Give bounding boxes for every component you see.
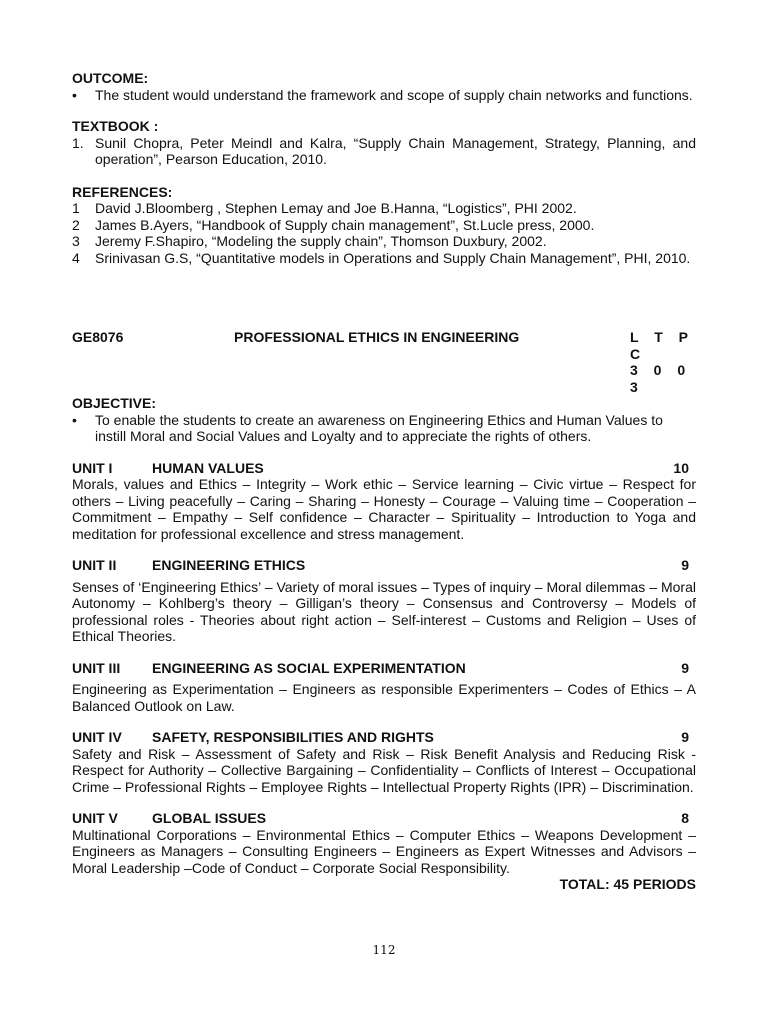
page-content <box>72 70 696 893</box>
course-code: GE8076 <box>72 329 124 345</box>
unit-code: UNIT III <box>72 659 121 676</box>
unit-description: Senses of ‘Engineering Ethics’ – Variety of moral issues – Types of inquiry – Moral dilemmas – Moral Autonomy – Kohlberg’s theory – Gilligan’s theory – Consensus and Controversy – Models of professional roles - Theories about right action – Self-interest – Customs and Religion – Uses of Ethical Theories. <box>72 578 696 644</box>
unit-hours: 9 <box>681 659 689 676</box>
unit-code: UNIT V <box>72 810 118 826</box>
objective-heading: OBJECTIVE: <box>72 395 157 411</box>
unit-title: HUMAN VALUES <box>152 459 264 476</box>
unit-title: GLOBAL ISSUES <box>152 810 267 826</box>
unit-code: UNIT IV <box>72 729 122 745</box>
page-number: 112 <box>372 943 396 957</box>
reference-number: 4 <box>72 249 80 266</box>
unit-heading <box>72 729 696 746</box>
reference-text: Srinivasan G.S, “Quantitative models in Operations and Supply Chain Management”, PHI, 2010. <box>95 249 691 266</box>
unit-heading <box>72 557 696 574</box>
objective-section <box>72 395 696 445</box>
reference-text: David J.Bloomberg , Stephen Lemay and Joe B.Hanna, “Logistics”, PHI 2002. <box>95 200 577 216</box>
bullet-icon: • <box>72 86 77 103</box>
objective-text: To enable the students to create an awareness on Engineering Ethics and Human Values to instill Moral and Social Values and Loyalty and to appreciate the rights of others. <box>95 411 663 444</box>
reference-text: Jeremy F.Shapiro, “Modeling the supply chain”, Thomson Duxbury, 2002. <box>95 233 547 249</box>
textbook-heading: TEXTBOOK : <box>72 118 159 134</box>
unit-description: Engineering as Experimentation – Engineers as responsible Experimenters – Codes of Ethics – A Balanced Outlook on Law. <box>72 681 696 714</box>
total-periods: TOTAL: 45 PERIODS <box>559 876 696 892</box>
reference-number: 3 <box>72 233 80 249</box>
ltpc-label: L T P C <box>630 329 694 362</box>
course-credits-row <box>72 362 696 395</box>
textbook-item-text: Sunil Chopra, Peter Meindl and Kalra, “Supply Chain Management, Strategy, Planning, and operation”, Pearson Education, 2010. <box>95 134 696 167</box>
unit-description: Multinational Corporations – Environmental Ethics – Computer Ethics – Weapons Development – Engineers as Managers – Consulting Engineers – Engineers as Expert Witnesses and Advisors – Moral Leadership –Code of Conduct – Corporate Social Responsibility. <box>72 826 696 876</box>
unit-section <box>72 729 696 795</box>
references-heading: REFERENCES: <box>72 183 173 200</box>
reference-item <box>72 200 696 217</box>
unit-code: UNIT I <box>72 459 113 476</box>
unit-title: SAFETY, RESPONSIBILITIES AND RIGHTS <box>152 729 434 745</box>
objective-item <box>72 412 696 445</box>
unit-hours: 9 <box>681 557 689 573</box>
reference-number: 1 <box>72 200 80 216</box>
unit-section <box>72 460 696 543</box>
reference-item <box>72 233 696 250</box>
textbook-section <box>72 118 696 168</box>
unit-section <box>72 810 696 893</box>
outcome-heading: OUTCOME: <box>72 70 149 86</box>
textbook-item-number: 1. <box>72 134 84 151</box>
ltpc-values: 3 0 0 3 <box>630 362 692 395</box>
unit-hours: 10 <box>673 459 689 476</box>
reference-item <box>72 250 696 267</box>
unit-hours: 8 <box>681 810 689 826</box>
outcome-section <box>72 70 696 103</box>
course-header <box>72 329 696 362</box>
references-section <box>72 184 696 267</box>
reference-item <box>72 217 696 234</box>
unit-section <box>72 557 696 645</box>
reference-number: 2 <box>72 216 80 233</box>
course-title: PROFESSIONAL ETHICS IN ENGINEERING <box>234 329 520 345</box>
textbook-item <box>72 135 696 168</box>
unit-title: ENGINEERING ETHICS <box>152 557 306 573</box>
outcome-text: The student would understand the framework and scope of supply chain networks and functions. <box>95 86 693 103</box>
unit-code: UNIT II <box>72 557 117 573</box>
unit-description: Morals, values and Ethics – Integrity – Work ethic – Service learning – Civic virtue – Respect for others – Living peacefully – Caring – Sharing – Honesty – Courage – Valuing time – Cooperation – Commitment – Empathy – Self confidence – Character – Spirituality – Introduction to Yoga and meditation for professional excellence and stress management. <box>72 476 696 542</box>
reference-text: James B.Ayers, “Handbook of Supply chain management”, St.Lucle press, 2000. <box>95 216 595 233</box>
outcome-item <box>72 87 696 104</box>
unit-section <box>72 660 696 715</box>
unit-hours: 9 <box>681 729 689 745</box>
unit-heading <box>72 660 696 677</box>
unit-heading <box>72 460 696 477</box>
unit-description: Safety and Risk – Assessment of Safety and Risk – Risk Benefit Analysis and Reducing Risk - Respect for Authority – Collective Bargaining – Confidentiality – Conflicts of Interest – Occupational Crime – Professional Rights – Employee Rights – Intellectual Property Rights (IPR) – Discrimination. <box>72 745 696 795</box>
unit-heading <box>72 810 696 827</box>
unit-title: ENGINEERING AS SOCIAL EXPERIMENTATION <box>152 659 466 676</box>
bullet-icon: • <box>72 411 77 428</box>
